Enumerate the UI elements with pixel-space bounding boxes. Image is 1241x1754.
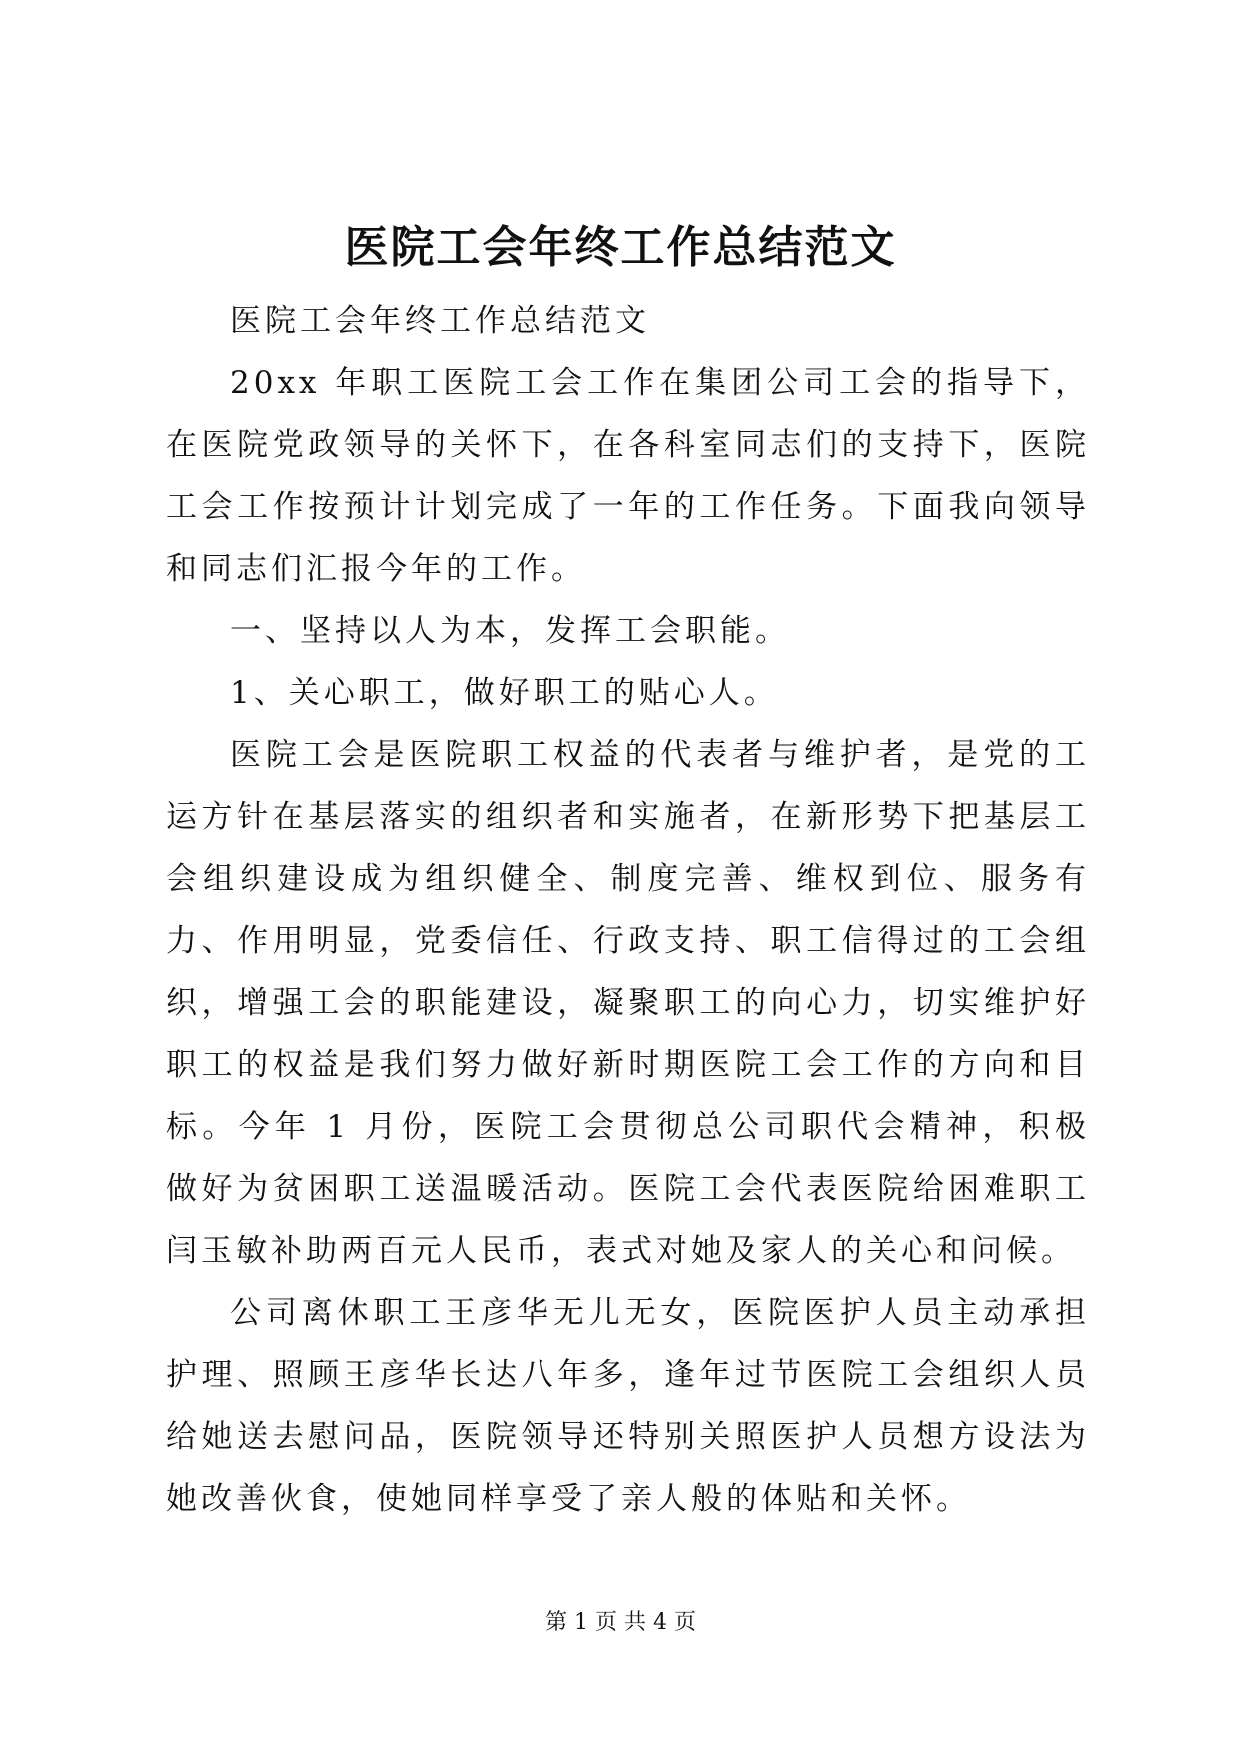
paragraph-intro: 20xx 年职工医院工会工作在集团公司工会的指导下，在医院党政领导的关怀下，在各科室同志们的支持下，医院工会工作按预计计划完成了一年的工作任务。下面我向领导和同志们汇报今年的工作。 <box>166 365 1090 587</box>
paragraph-subtitle: 医院工会年终工作总结范文 <box>230 303 650 339</box>
subsection-heading: 1、关心职工，做好职工的贴心人。 <box>230 675 779 711</box>
paragraph-union-role: 医院工会是医院职工权益的代表者与维护者，是党的工运方针在基层落实的组织者和实施者，在新形势下把基层工会组织建设成为组织健全、制度完善、维权到位、服务有力、作用明显，党委信任、行政支持、职工信得过的工会组织，增强工会的职能建设，凝聚职工的向心力，切实维护好职工的权益是我们努力做好新时期医院工会工作的方向和目标。今年 1 月份，医院工会贯彻总公司职代会精神，积极做好为贫困职工送温暖活动。医院工会代表医院给困难职工闫玉敏补助两百元人民币，表式对她及家人的关心和问候。 <box>166 737 1090 1269</box>
section-heading: 一、坚持以人为本，发挥工会职能。 <box>230 613 790 649</box>
page-number: 第 1 页 共 4 页 <box>545 1610 696 1635</box>
document-title: 医院工会年终工作总结范文 <box>344 222 897 273</box>
document-body <box>166 290 1090 1530</box>
paragraph-retired-worker: 公司离休职工王彦华无儿无女，医院医护人员主动承担护理、照顾王彦华长达八年多，逢年过节医院工会组织人员给她送去慰问品，医院领导还特别关照医护人员想方设法为她改善伙食，使她同样享受了亲人般的体贴和关怀。 <box>166 1295 1090 1517</box>
